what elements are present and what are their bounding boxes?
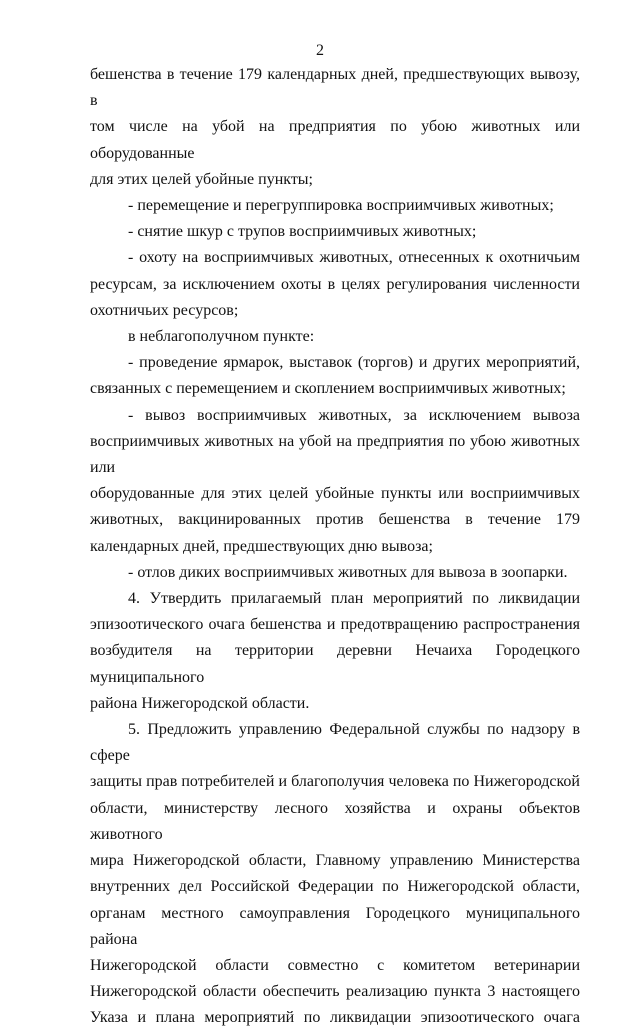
text-line: в неблагополучном пункте: xyxy=(128,328,315,346)
paragraph xyxy=(90,324,580,350)
text-line: восприимчивых животных на убой на предприятия по убою животных или xyxy=(90,432,580,477)
text-line: - отлов диких восприимчивых животных для вывоза в зоопарки. xyxy=(128,563,568,581)
text-line: животных, вакцинированных против бешенства в течение 179 xyxy=(90,511,580,529)
document-body xyxy=(90,62,580,1032)
text-line: оборудованные для этих целей убойные пункты или восприимчивых xyxy=(90,485,580,503)
text-line: 5. Предложить управлению Федеральной службы по надзору в сфере xyxy=(90,721,580,765)
paragraph xyxy=(90,62,580,193)
paragraph xyxy=(90,245,580,324)
text-line: - перемещение и перегруппировка восприимчивых животных; xyxy=(128,197,554,215)
text-line: эпизоотического очага бешенства и предотвращению распространения xyxy=(90,616,580,634)
text-line: возбудителя на территории деревни Нечаиха Городецкого муниципального xyxy=(90,642,580,686)
text-line: бешенства в течение 179 календарных дней, предшествующих вывозу, в xyxy=(90,66,580,110)
text-line: связанных с перемещением и скоплением восприимчивых животных; xyxy=(90,380,566,398)
text-line: - охоту на восприимчивых животных, отнесенных к охотничьим xyxy=(128,249,580,267)
text-line: - вывоз восприимчивых животных, за исключением вывоза xyxy=(128,406,580,424)
text-line: области, министерству лесного хозяйства и охраны объектов животного xyxy=(90,799,580,843)
paragraph xyxy=(90,560,580,586)
paragraph xyxy=(90,219,580,245)
text-line: - снятие шкур с трупов восприимчивых животных; xyxy=(128,223,477,241)
text-line: органам местного самоуправления Городецкого муниципального района xyxy=(90,904,580,948)
page-number: 2 xyxy=(316,42,324,59)
text-line: том числе на убой на предприятия по убою животных или оборудованные xyxy=(90,118,580,162)
paragraph xyxy=(90,193,580,219)
text-line: внутренних дел Российской Федерации по Нижегородской области, xyxy=(90,878,580,896)
text-line: - проведение ярмарок, выставок (торгов) и других мероприятий, xyxy=(128,354,580,372)
text-line: Нижегородской области совместно с комитетом ветеринарии xyxy=(90,956,580,974)
text-line: мира Нижегородской области, Главному управлению Министерства xyxy=(90,852,580,870)
paragraph xyxy=(90,403,580,560)
text-line: защиты прав потребителей и благополучия человека по Нижегородской xyxy=(90,773,580,791)
paragraph xyxy=(90,586,580,717)
text-line: района Нижегородской области. xyxy=(90,694,310,712)
paragraph xyxy=(90,350,580,402)
text-line: 4. Утвердить прилагаемый план мероприятий по ликвидации xyxy=(128,590,580,608)
text-line: Нижегородской области обеспечить реализацию пункта 3 настоящего xyxy=(90,983,580,1001)
text-line: ресурсам, за исключением охоты в целях регулирования численности xyxy=(90,275,580,293)
text-line: для этих целей убойные пункты; xyxy=(90,170,313,188)
text-line: календарных дней, предшествующих дню вывоза; xyxy=(90,537,433,555)
text-line: охотничьих ресурсов; xyxy=(90,301,239,319)
paragraph xyxy=(90,717,580,1031)
text-line: Указа и плана мероприятий по ликвидации эпизоотического очага xyxy=(90,1009,580,1027)
